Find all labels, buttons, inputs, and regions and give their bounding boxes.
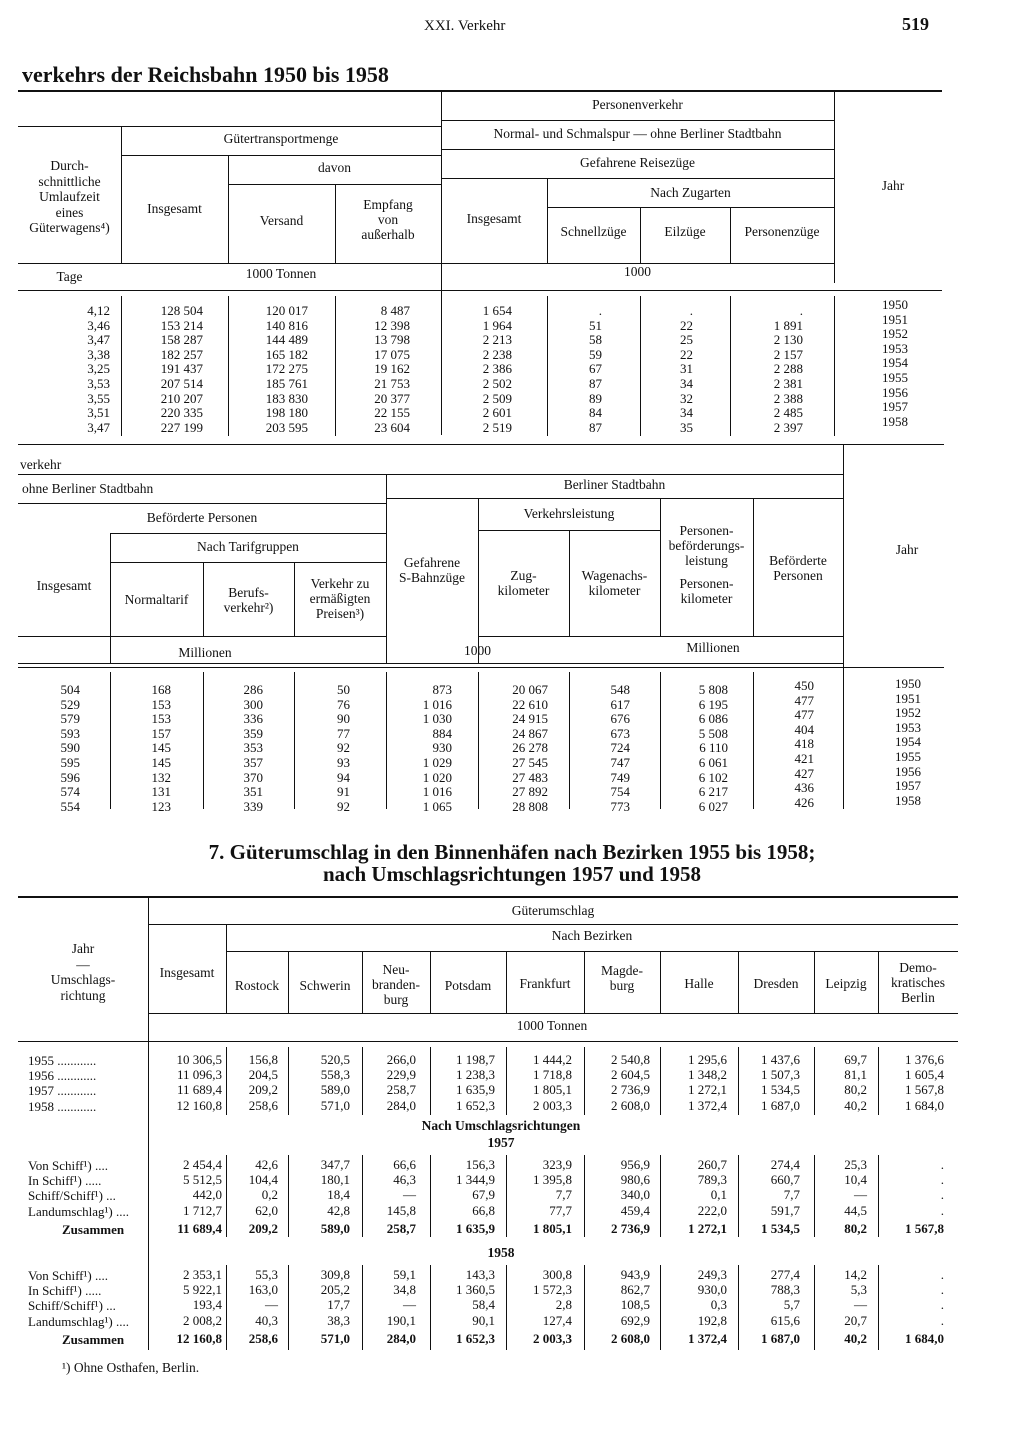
table3-cell: 46,3	[393, 1172, 416, 1188]
table3-cell: 5 512,5	[183, 1172, 222, 1188]
table3-cell: 193,4	[192, 1297, 222, 1313]
table3-row-label: 1957 ............	[28, 1083, 97, 1099]
table3-cell: 571,0	[320, 1330, 350, 1346]
table3-cell: 40,2	[844, 1097, 867, 1113]
table3-cell: 591,7	[770, 1202, 800, 1218]
table3-col-header: Magde- burg	[601, 963, 643, 993]
table3-cell: 143,3	[465, 1267, 495, 1282]
table3-cell: 2 008,2	[183, 1312, 222, 1328]
table3-cell: 558,3	[320, 1067, 350, 1083]
table3-cell: —	[265, 1297, 278, 1313]
table3-cell: 347,7	[320, 1157, 350, 1172]
wagenachs-header: Wagenachs- kilometer	[581, 568, 648, 598]
table3-cell: 5 922,1	[183, 1282, 222, 1298]
unit-tage: Tage	[56, 269, 83, 284]
table3-col-header: Dresden	[753, 976, 799, 991]
table3-cell: 1 718,8	[533, 1067, 572, 1083]
t2-col-pers-leist: 5 808 6 195 6 086 5 508 6 110 6 061 6 102 6 217 6 027	[698, 682, 728, 814]
table3-cell: 1 360,5	[456, 1282, 495, 1298]
table3-cell: 80,2	[844, 1220, 867, 1236]
t2-col-sbahn: 873 1 016 1 030 884 930 1 029 1 020 1 016 1 065	[422, 682, 452, 814]
table3-cell: .	[940, 1202, 944, 1218]
col-umlauf: 4,12 3,46 3,47 3,38 3,25 3,53 3,55 3,51 3,47	[87, 303, 110, 435]
t2-col-insgesamt: 504 529 579 593 590 595 596 574 554	[60, 682, 80, 814]
table3-cell: 204,5	[248, 1067, 278, 1083]
table3-cell: 442,0	[192, 1187, 222, 1203]
table3-cell: 40,3	[255, 1312, 278, 1328]
table3-row-label: In Schiff¹) .....	[28, 1283, 102, 1299]
table3-cell: 25,3	[844, 1157, 867, 1172]
table3-title-1: 7. Güterumschlag in den Binnenhäfen nach Bezirken 1955 bis 1958;	[208, 840, 816, 864]
zugarten-header: Nach Zugarten	[650, 185, 731, 200]
jahr2-header: Jahr	[895, 542, 919, 557]
table3-row-label: Landumschlag¹) ....	[28, 1203, 130, 1219]
table3-cell: 77,7	[549, 1202, 572, 1218]
table3-cell: 229,9	[386, 1067, 416, 1083]
table3-cell: 788,3	[770, 1282, 800, 1298]
table3-row-label: In Schiff¹) .....	[28, 1173, 102, 1189]
table3-cell: 1 635,9	[456, 1220, 495, 1236]
t2-col-wagen: 548 617 676 673 724 747 749 754 773	[610, 682, 630, 814]
table3-cell: 1 567,8	[905, 1082, 944, 1098]
table3-cell: 323,9	[542, 1157, 572, 1172]
unit-1000: 1000	[624, 264, 651, 279]
berufsverkehr-header: Berufs- verkehr²)	[223, 585, 274, 615]
insgesamt-header: Insgesamt	[147, 201, 202, 216]
table3-cell: 2 353,1	[183, 1267, 222, 1282]
jahr-header: Jahr	[881, 178, 905, 193]
befoerderte-header: Beförderte Personen	[146, 510, 258, 525]
table3-cell: 222,0	[697, 1202, 727, 1218]
table3-row-label: Schiff/Schiff¹) ...	[28, 1298, 116, 1314]
normalspur-header: Normal- und Schmalspur — ohne Berliner Stadtbahn	[493, 126, 782, 141]
table3-cell: 1 684,0	[905, 1097, 944, 1113]
table3-col-header: Potsdam	[444, 978, 492, 993]
col-eilzuege: . 22 25 22 31 34 32 34 35	[680, 303, 693, 435]
col-empfang: 8 487 12 398 13 798 17 075 19 162 21 753 20 377 22 155 23 604	[374, 303, 410, 435]
table3-row-label: Schiff/Schiff¹) ...	[28, 1188, 116, 1204]
table3-cell: 2 540,8	[611, 1052, 650, 1067]
befoerderte-personen-header: Beförderte Personen	[769, 553, 827, 583]
table3-cell: 1 295,6	[688, 1052, 727, 1067]
table3-cell: 1 605,4	[905, 1067, 944, 1083]
davon-header: davon	[318, 160, 351, 175]
table3-cell: 90,1	[472, 1312, 495, 1328]
verkehrsleistung-header: Verkehrsleistung	[523, 506, 615, 521]
zugkilometer-header: Zug- kilometer	[497, 568, 550, 598]
table3-cell: .	[940, 1312, 944, 1328]
table3-cell: 81,1	[844, 1067, 867, 1083]
table3-cell: 1 437,6	[761, 1052, 800, 1067]
table3-cell: 34,8	[393, 1282, 416, 1298]
table3-cell: 309,8	[320, 1267, 350, 1282]
table3-cell: 7,7	[555, 1187, 572, 1203]
col-jahr: 1950 1951 1952 1953 1954 1955 1956 1957 1958	[882, 297, 908, 429]
table3-cell: 274,4	[770, 1157, 800, 1172]
table3-cell: 520,5	[320, 1052, 350, 1067]
t2-col-jahr: 1950 1951 1952 1953 1954 1955 1956 1957 1958	[895, 676, 921, 808]
table3-cell: —	[403, 1297, 416, 1313]
empfang-header: Empfang von außerhalb	[361, 197, 415, 242]
personenverkehr-header: Personenverkehr	[592, 97, 683, 112]
col-schnellzuege: . 51 58 59 67 87 89 84 87	[589, 303, 602, 435]
table3-cell: 80,2	[844, 1082, 867, 1098]
bezirke-header: Nach Bezirken	[551, 928, 633, 943]
table3-cell: 1 372,4	[688, 1330, 727, 1346]
unit-1000-2: 1000	[464, 643, 491, 658]
table3-cell: 42,8	[327, 1202, 350, 1218]
table3-cell: .	[940, 1297, 944, 1313]
gueterumschlag-header: Güterumschlag	[511, 903, 595, 918]
table3-row-label: 1958 ............	[28, 1098, 97, 1114]
table3-cell: 66,8	[472, 1202, 495, 1218]
table3-col-header: Insgesamt	[159, 965, 215, 980]
table3-cell: —	[403, 1187, 416, 1203]
normaltarif-header: Normaltarif	[124, 592, 189, 607]
table3-row-label: Von Schiff¹) ....	[28, 1268, 108, 1283]
table3-row-label: Landumschlag¹) ....	[28, 1313, 130, 1329]
table3-cell: 1 238,3	[456, 1067, 495, 1083]
table3-cell: 284,0	[386, 1097, 416, 1113]
table3-cell: 660,7	[770, 1172, 800, 1188]
table3-cell: 180,1	[320, 1172, 350, 1188]
table3-col-header: Halle	[684, 976, 714, 991]
table3-cell: 5,7	[783, 1297, 800, 1313]
table3-col-header: Neu- branden- burg	[372, 962, 420, 1007]
table3-cell: 459,4	[620, 1202, 650, 1218]
table3-cell: 2 608,0	[611, 1330, 650, 1346]
table3-cell: —	[854, 1297, 867, 1313]
table3-cell: 692,9	[620, 1312, 650, 1328]
table3-cell: 589,0	[320, 1220, 350, 1236]
table3-cell: 258,6	[248, 1330, 278, 1346]
table3-cell: 104,4	[248, 1172, 278, 1188]
table3-cell: 258,7	[386, 1082, 416, 1098]
running-header: XXI. Verkehr	[424, 18, 506, 34]
table3-cell: 589,0	[320, 1082, 350, 1098]
table3-cell: 1 572,3	[533, 1282, 572, 1298]
table3-cell: 38,3	[327, 1312, 350, 1328]
table3-cell: 10,4	[844, 1172, 867, 1188]
table3-title-2: nach Umschlagsrichtungen 1957 und 1958	[322, 862, 702, 886]
verkehr-header: verkehr	[20, 457, 62, 472]
t2-insgesamt-header: Insgesamt	[36, 578, 92, 593]
table3-cell: 14,2	[844, 1267, 867, 1282]
table3-cell: 1 712,7	[183, 1202, 222, 1218]
col-versand: 120 017 140 816 144 489 165 182 172 275 185 761 183 830 198 180 203 595	[265, 303, 308, 435]
table3-cell: 1 687,0	[761, 1097, 800, 1113]
subheader-1957: 1957	[487, 1135, 515, 1150]
umlaufzeit-header: Durch- schnittliche Umlaufzeit eines Güterwagens⁴)	[29, 158, 110, 235]
table3-cell: 7,7	[783, 1187, 800, 1203]
table3-row-label: Zusammen	[62, 1331, 125, 1347]
table3-cell: 156,8	[248, 1052, 278, 1067]
table3-cell: 2 003,3	[533, 1330, 572, 1346]
table3-cell: 163,0	[248, 1282, 278, 1298]
table3-cell: 66,6	[393, 1157, 416, 1172]
table3-cell: 2,8	[555, 1297, 572, 1313]
unit-1000-tonnen: 1000 Tonnen	[245, 266, 317, 281]
personenbefoerderung-header: Personen- beförderungs- leistung Personen- kilometer	[668, 523, 745, 607]
table3-cell: 1 805,1	[533, 1220, 572, 1236]
table3-cell: 192,8	[697, 1312, 727, 1328]
table3-cell: 1 652,3	[456, 1330, 495, 1346]
table3-cell: 1 344,9	[456, 1172, 495, 1188]
table3-cell: 615,6	[770, 1312, 800, 1328]
table3-cell: 2 003,3	[533, 1097, 572, 1113]
table3-cell: 1 534,5	[761, 1082, 800, 1098]
table3-cell: 789,3	[697, 1172, 727, 1188]
table3-cell: 62,0	[255, 1202, 278, 1218]
table3-row-label: Von Schiff¹) ....	[28, 1158, 108, 1173]
eilzuege-header: Eilzüge	[664, 224, 706, 239]
table3-row-label: Zusammen	[62, 1221, 125, 1237]
table3-cell: 1 534,5	[761, 1220, 800, 1236]
subheader-1958: 1958	[487, 1245, 515, 1260]
t2-col-normal: 168 153 153 157 145 145 132 131 123	[151, 682, 171, 814]
table3-col-header: Schwerin	[299, 978, 351, 993]
table3-cell: 10 306,5	[176, 1052, 222, 1067]
table3-cell: 1 372,4	[688, 1097, 727, 1113]
table3-cell: 0,3	[710, 1297, 727, 1313]
table3-cell: 11 689,4	[177, 1220, 222, 1236]
table3-cell: 127,4	[542, 1312, 572, 1328]
table3-cell: 11 689,4	[176, 1082, 222, 1098]
unit-millionen-1: Millionen	[178, 645, 232, 660]
table3-cell: 17,7	[327, 1297, 350, 1313]
table3-cell: 2 736,9	[611, 1082, 650, 1098]
table3-cell: 1 652,3	[456, 1097, 495, 1113]
table3-cell: 12 160,8	[176, 1330, 222, 1346]
table3-cell: 980,6	[620, 1172, 650, 1188]
table3-cell: 18,4	[327, 1187, 350, 1203]
table3-row-label: 1956 ............	[28, 1068, 97, 1084]
table3-cell: 5,3	[850, 1282, 867, 1298]
table3-cell: 108,5	[620, 1297, 650, 1313]
table3-cell: 956,9	[620, 1157, 650, 1172]
col-p-insgesamt: 1 654 1 964 2 213 2 238 2 386 2 502 2 509 2 601 2 519	[482, 303, 512, 435]
table3-cell: 571,0	[320, 1097, 350, 1113]
table3-cell: 1 198,7	[456, 1052, 495, 1067]
table3-cell: 12 160,8	[176, 1097, 222, 1113]
table3-cell: 2 454,4	[183, 1157, 222, 1172]
jahr-richtung-header: Jahr — Umschlags- richtung	[50, 941, 116, 1003]
col-personenzuege: . 1 891 2 130 2 157 2 288 2 381 2 388 2 485 2 397	[773, 303, 803, 435]
table3-col-header: Demo- kratisches Berlin	[891, 960, 945, 1005]
table3-cell: 277,4	[770, 1267, 800, 1282]
table3-cell: .	[940, 1157, 944, 1172]
t2-col-ermaessigt: 50 76 90 77 92 93 94 91 92	[337, 682, 350, 814]
col-insgesamt: 128 504 153 214 158 287 182 257 191 437 207 514 210 207 220 335 227 199	[160, 303, 203, 435]
table3-cell: 1 376,6	[905, 1052, 944, 1067]
table1-title: verkehrs der Reichsbahn 1950 bis 1958	[22, 62, 389, 87]
table3-cell: 11 096,3	[176, 1067, 222, 1083]
t2-col-zug: 20 067 22 610 24 915 24 867 26 278 27 545 27 483 27 892 28 808	[512, 682, 548, 814]
table3-cell: —	[854, 1187, 867, 1203]
unit-1000-tonnen-3: 1000 Tonnen	[516, 1018, 588, 1033]
table3-cell: 260,7	[697, 1157, 727, 1172]
table3-cell: 205,2	[320, 1282, 350, 1298]
table3-cell: 0,1	[710, 1187, 727, 1203]
table3-cell: 44,5	[844, 1202, 867, 1218]
guetertransport-header: Gütertransportmenge	[223, 131, 339, 146]
table3-cell: 300,8	[542, 1267, 572, 1282]
table3-cell: 266,0	[386, 1052, 416, 1067]
table3-cell: 156,3	[465, 1157, 495, 1172]
table3-cell: 2 604,5	[611, 1067, 650, 1083]
table3-cell: 943,9	[620, 1267, 650, 1282]
table3-cell: 42,6	[255, 1157, 278, 1172]
table3-cell: 249,3	[697, 1267, 727, 1282]
t2-col-bef-pers: 450 477 477 404 418 421 427 436 426	[794, 678, 814, 810]
tarifgruppen-header: Nach Tarifgruppen	[197, 539, 299, 554]
table3-cell: 55,3	[255, 1267, 278, 1282]
table3-cell: 930,0	[697, 1282, 727, 1298]
table3-cell: 1 272,1	[688, 1220, 727, 1236]
page-number: 519	[902, 14, 929, 34]
ermaessigt-header: Verkehr zu ermäßigten Preisen³)	[309, 576, 371, 621]
table3-cell: 145,8	[386, 1202, 416, 1218]
table3-cell: 1 444,2	[533, 1052, 572, 1067]
table3-cell: .	[940, 1267, 944, 1282]
table3-cell: 1 395,8	[533, 1172, 572, 1188]
table3-cell: 58,4	[472, 1297, 495, 1313]
table3-cell: 284,0	[386, 1330, 416, 1346]
table3-cell: 340,0	[620, 1187, 650, 1203]
table3-cell: 209,2	[248, 1082, 278, 1098]
sbahnzuege-header: Gefahrene S-Bahnzüge	[399, 555, 465, 585]
table3-cell: 1 687,0	[761, 1330, 800, 1346]
table3-cell: 2 608,0	[611, 1097, 650, 1113]
table3-cell: 1 272,1	[688, 1082, 727, 1098]
table3-col-header: Leipzig	[825, 976, 867, 991]
table3-cell: 1 348,2	[688, 1067, 727, 1083]
table3-col-header: Frankfurt	[519, 976, 571, 991]
table3-cell: .	[940, 1282, 944, 1298]
table3-cell: 0,2	[261, 1187, 278, 1203]
schnellzuege-header: Schnellzüge	[560, 224, 627, 239]
ohne-stadtbahn-header: ohne Berliner Stadtbahn	[22, 481, 154, 496]
table3-cell: 1 684,0	[905, 1330, 944, 1346]
table3-row-label: 1955 ............	[28, 1053, 97, 1068]
table3-cell: 1 507,3	[761, 1067, 800, 1083]
p-insgesamt-header: Insgesamt	[466, 211, 522, 226]
reisezuege-header: Gefahrene Reisezüge	[579, 155, 696, 170]
table3-cell: 40,2	[844, 1330, 867, 1346]
table3-cell: 209,2	[248, 1220, 278, 1236]
versand-header: Versand	[259, 213, 304, 228]
table3-cell: 20,7	[844, 1312, 867, 1328]
table3-col-header: Rostock	[234, 978, 280, 993]
unit-millionen-2: Millionen	[686, 640, 740, 655]
table3-cell: 190,1	[386, 1312, 416, 1328]
table3-cell: 59,1	[393, 1267, 416, 1282]
richtungen-subheader: Nach Umschlagsrichtungen	[421, 1118, 581, 1133]
table3-cell: 258,7	[386, 1220, 416, 1236]
table3-cell: 67,9	[472, 1187, 495, 1203]
table3-cell: 1 567,8	[905, 1220, 944, 1236]
table3-cell: 1 805,1	[533, 1082, 572, 1098]
table3-cell: 2 736,9	[611, 1220, 650, 1236]
table3-cell: 258,6	[248, 1097, 278, 1113]
table3-cell: 1 635,9	[456, 1082, 495, 1098]
table3-cell: .	[940, 1172, 944, 1188]
table3-cell: 69,7	[844, 1052, 867, 1067]
stadtbahn-header: Berliner Stadtbahn	[563, 477, 666, 492]
personenzuege-header: Personenzüge	[744, 224, 820, 239]
table3-cell: .	[940, 1187, 944, 1203]
t2-col-beruf: 286 300 336 359 353 357 370 351 339	[243, 682, 263, 814]
footnote: ¹) Ohne Osthafen, Berlin.	[62, 1360, 200, 1375]
table3-cell: 862,7	[620, 1282, 650, 1298]
